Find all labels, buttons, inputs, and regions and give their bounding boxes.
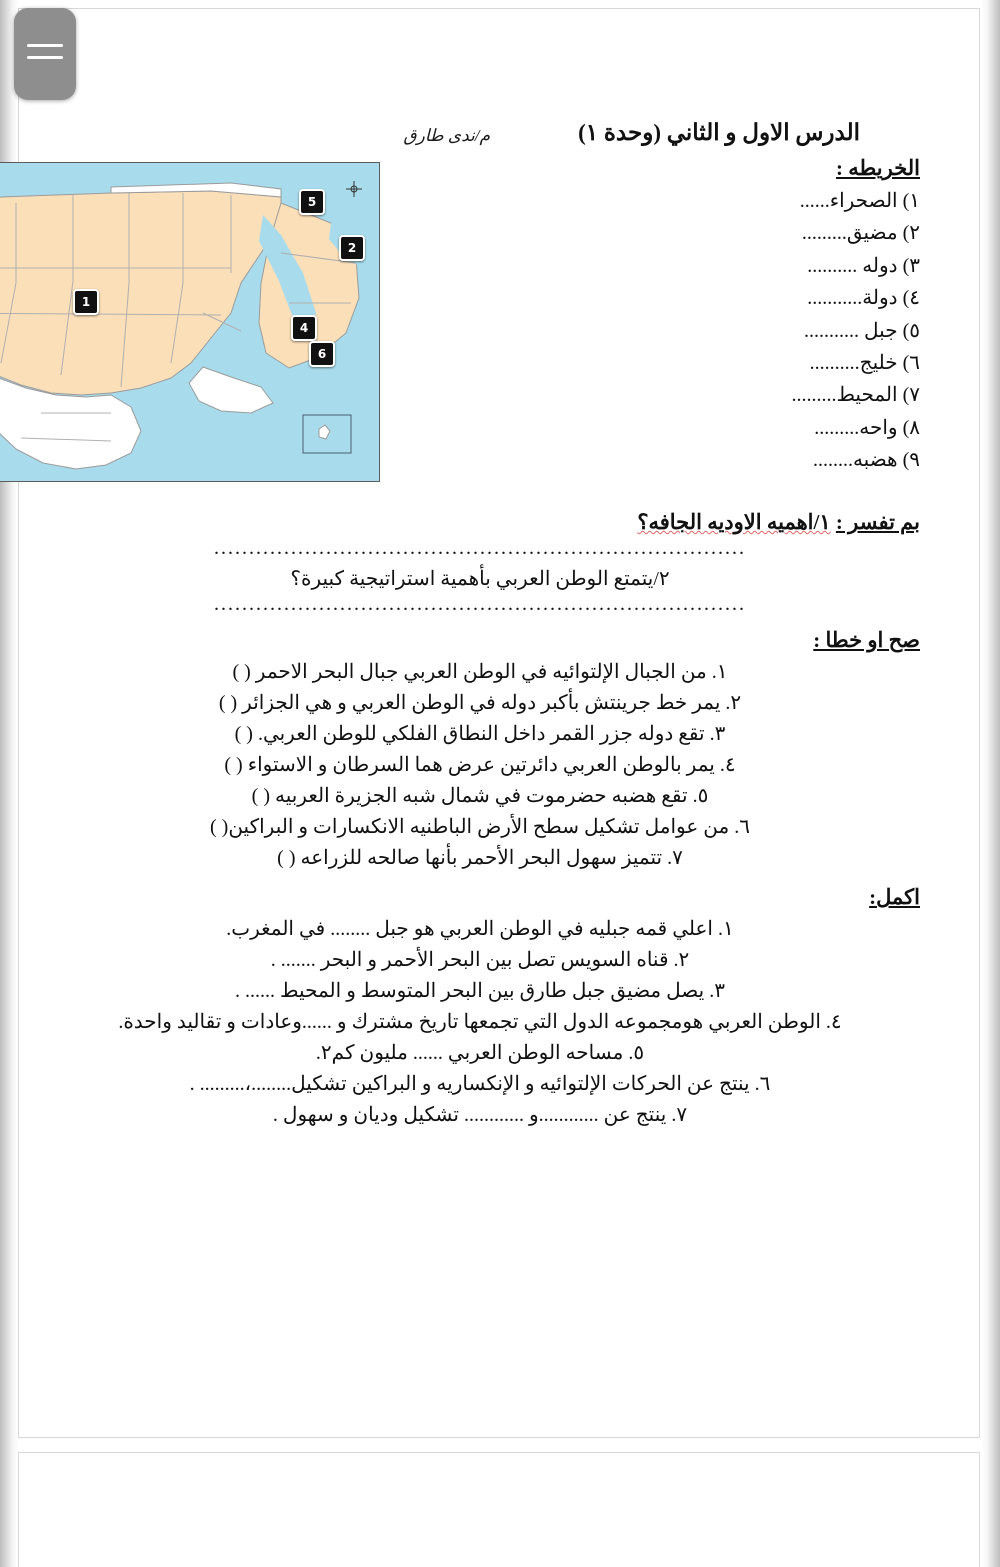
- map-pin: 5: [299, 189, 325, 215]
- explain-heading: بم تفسر :: [835, 510, 920, 534]
- complete-item: ٣. يصل مضيق جبل طارق بين البحر المتوسط و المحيط ...... .: [235, 980, 725, 1002]
- menu-button[interactable]: [14, 8, 76, 100]
- true-false-item: ٤. يمر بالوطن العربي دائرتين عرض هما السرطان و الاستواء ( ): [224, 754, 736, 776]
- true-false-item: ٢. يمر خط جرينتش بأكبر دوله في الوطن العربي و هي الجزائر ( ): [218, 692, 742, 714]
- true-false-item: ٣. تقع دوله جزر القمر داخل النطاق الفلكي للوطن العربي. ( ): [234, 723, 726, 745]
- true-false-heading: صح او خطا :: [813, 628, 920, 652]
- map-list-item: ٥) جبل ...........: [804, 319, 920, 342]
- map-pin: 4: [291, 315, 317, 341]
- map-list-item: ١) الصحراء......: [799, 190, 920, 212]
- worksheet-header: [40, 120, 920, 156]
- author-credit: م/ندى طارق: [403, 126, 490, 145]
- true-false-item: ٦. من عوامل تشكيل سطح الأرض الباطنيه الانكسارات و البراكين( ): [210, 816, 750, 838]
- true-false-item: ١. من الجبال الإلتوائيه في الوطن العربي جبال البحر الاحمر ( ): [232, 661, 728, 683]
- map-answer-list: [590, 156, 920, 477]
- map-section-heading: الخريطه :: [836, 156, 920, 180]
- map-list-item: ٩) هضبه........: [812, 449, 920, 472]
- complete-item: ١. اعلي قمه جبليه في الوطن العربي هو جبل ........ في المغرب.: [226, 918, 734, 940]
- complete-item: ٧. ينتج عن ............و ............ تشكيل وديان و سهول .: [272, 1104, 688, 1126]
- answer-dots-line: ............................................................................: [214, 537, 746, 559]
- answer-dots-line: ............................................................................: [214, 593, 746, 615]
- map-list-item: ٦) خليج..........: [809, 351, 920, 374]
- map-list-item: ٨) واحه.........: [814, 416, 920, 439]
- page-right-shadow: [982, 0, 1000, 1567]
- complete-section: [40, 885, 920, 1130]
- map-list-item: ٤) دولة...........: [807, 287, 920, 310]
- menu-icon-bar-top: [27, 44, 63, 47]
- complete-item: ٢. قناه السويس تصل بين البحر الأحمر و البحر ....... .: [270, 949, 690, 971]
- menu-icon-bar-bottom: [27, 56, 63, 59]
- explain-question-1: ١/اهميه الاوديه الجافه؟: [637, 510, 831, 534]
- complete-item: ٥. مساحه الوطن العربي ...... مليون كم٢.: [315, 1042, 645, 1064]
- true-false-section: [40, 628, 920, 873]
- map-pin: 6: [309, 341, 335, 367]
- true-false-item: ٥. تقع هضبه حضرموت في شمال شبه الجزيرة العربيه ( ): [251, 785, 709, 807]
- explain-heading-row: [40, 510, 920, 535]
- map-pin: 2: [339, 235, 365, 261]
- map-list-item: ٢) مضيق.........: [801, 222, 920, 245]
- true-false-item: ٧. تتميز سهول البحر الأحمر بأنها صالحه للزراعه ( ): [277, 847, 683, 869]
- complete-item: ٤. الوطن العربي هومجموعه الدول التي تجمعها تاريخ مشترك و ......وعادات و تقاليد واحدة.: [118, 1011, 842, 1033]
- complete-item: ٦. ينتج عن الحركات الإلتوائيه و الإنكساريه و البراكين تشكيل........،......... .: [189, 1073, 771, 1095]
- next-paper-sheet: [18, 1452, 980, 1567]
- map-and-list-row: [40, 156, 920, 496]
- map-pin: 1: [73, 289, 99, 315]
- explain-section: [40, 510, 920, 616]
- complete-heading: اكمل:: [869, 885, 920, 909]
- worksheet-content: [40, 120, 920, 1131]
- explain-question-2: ٢/يتمتع الوطن العربي بأهمية استراتيجية كبيرة؟: [290, 568, 670, 590]
- page-title: الدرس الاول و الثاني (وحدة ١): [578, 120, 860, 145]
- map-image: [0, 162, 380, 482]
- map-list-item: ٧) المحيط.........: [791, 384, 920, 407]
- map-list-item: ٣) دوله ..........: [807, 254, 920, 277]
